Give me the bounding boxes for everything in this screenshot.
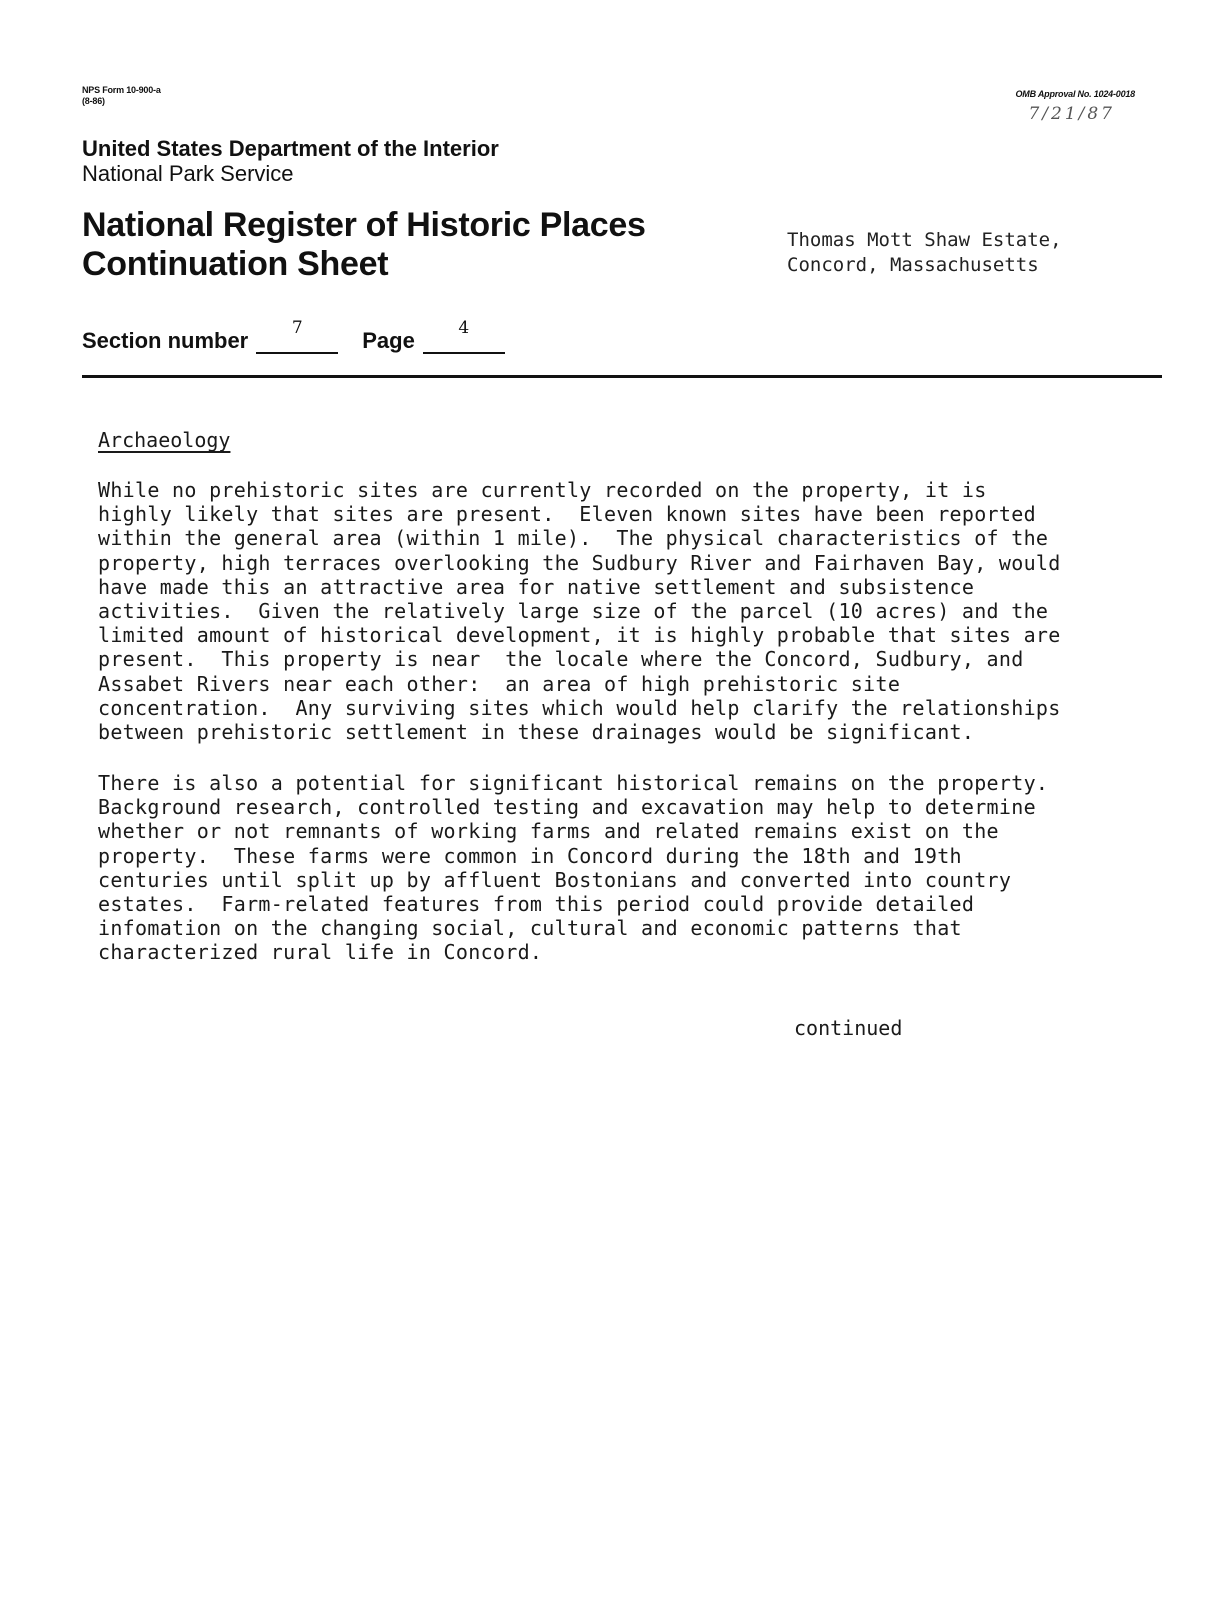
section-number-value: 7 xyxy=(291,318,303,338)
section-heading: Archaeology xyxy=(98,428,231,452)
text-line: within the general area (within 1 mile). The physical characteristics of the xyxy=(98,526,1049,551)
text-line: property. These farms were common in Concord during the 18th and 19th xyxy=(98,843,962,868)
text-line: between prehistoric settlement in these drainages would be significant. xyxy=(98,720,975,745)
section-page-row xyxy=(82,318,511,354)
text-line: activities. Given the relatively large size of the parcel (10 acres) and the xyxy=(98,599,1049,624)
text-line: Background research, controlled testing and excavation may help to determine xyxy=(98,795,1036,820)
text-line: highly likely that sites are present. Eleven known sites have been reported xyxy=(98,502,1036,527)
agency-name: National Park Service xyxy=(82,161,294,186)
page-title xyxy=(82,206,646,284)
property-line-2: Concord, Massachusetts xyxy=(787,254,1039,276)
text-line: concentration. Any surviving sites which would help clarify the relationships xyxy=(98,695,1061,720)
paragraph-historical xyxy=(98,771,1158,965)
text-line: property, high terraces overlooking the Sudbury River and Fairhaven Bay, would xyxy=(98,550,1061,575)
property-line-1: Thomas Mott Shaw Estate, xyxy=(787,229,1062,251)
text-line: While no prehistoric sites are currently recorded on the property, it is xyxy=(98,478,987,502)
text-line: present. This property is near the locale where the Concord, Sudbury, and xyxy=(98,647,1024,672)
text-line: There is also a potential for significant historical remains on the property. xyxy=(98,771,1049,795)
continued-note: continued xyxy=(794,1016,903,1040)
property-name xyxy=(787,228,1062,278)
title-line-2: Continuation Sheet xyxy=(82,245,389,283)
text-line: whether or not remnants of working farms and related remains exist on the xyxy=(98,819,999,844)
page-label: Page xyxy=(362,328,415,353)
text-line: have made this an attractive area for native settlement and subsistence xyxy=(98,574,975,599)
title-line-1: National Register of Historic Places xyxy=(82,206,646,244)
form-identifier xyxy=(82,85,161,107)
page-number-field xyxy=(423,318,505,354)
text-line: characterized rural life in Concord. xyxy=(98,940,543,965)
text-line: estates. Farm-related features from this period could provide detailed xyxy=(98,892,975,917)
text-line: infomation on the changing social, cultural and economic patterns that xyxy=(98,916,962,941)
omb-approval: OMB Approval No. 1024-0018 xyxy=(1015,89,1135,99)
form-date: (8-86) xyxy=(82,96,105,106)
header-divider xyxy=(82,375,1162,378)
text-line: limited amount of historical development, it is highly probable that sites are xyxy=(98,623,1061,648)
section-number-field xyxy=(256,318,338,354)
handwritten-date: 7/21/87 xyxy=(1028,104,1115,124)
section-number-label: Section number xyxy=(82,328,249,353)
text-line: centuries until split up by affluent Bostonians and converted into country xyxy=(98,867,1012,892)
paragraph-prehistoric xyxy=(98,478,1158,744)
page-number-value: 4 xyxy=(458,318,470,338)
form-number: NPS Form 10-900-a xyxy=(82,85,161,95)
text-line: Assabet Rivers near each other: an area of high prehistoric site xyxy=(98,671,901,696)
agency-block xyxy=(82,136,499,186)
department-name: United States Department of the Interior xyxy=(82,136,499,161)
